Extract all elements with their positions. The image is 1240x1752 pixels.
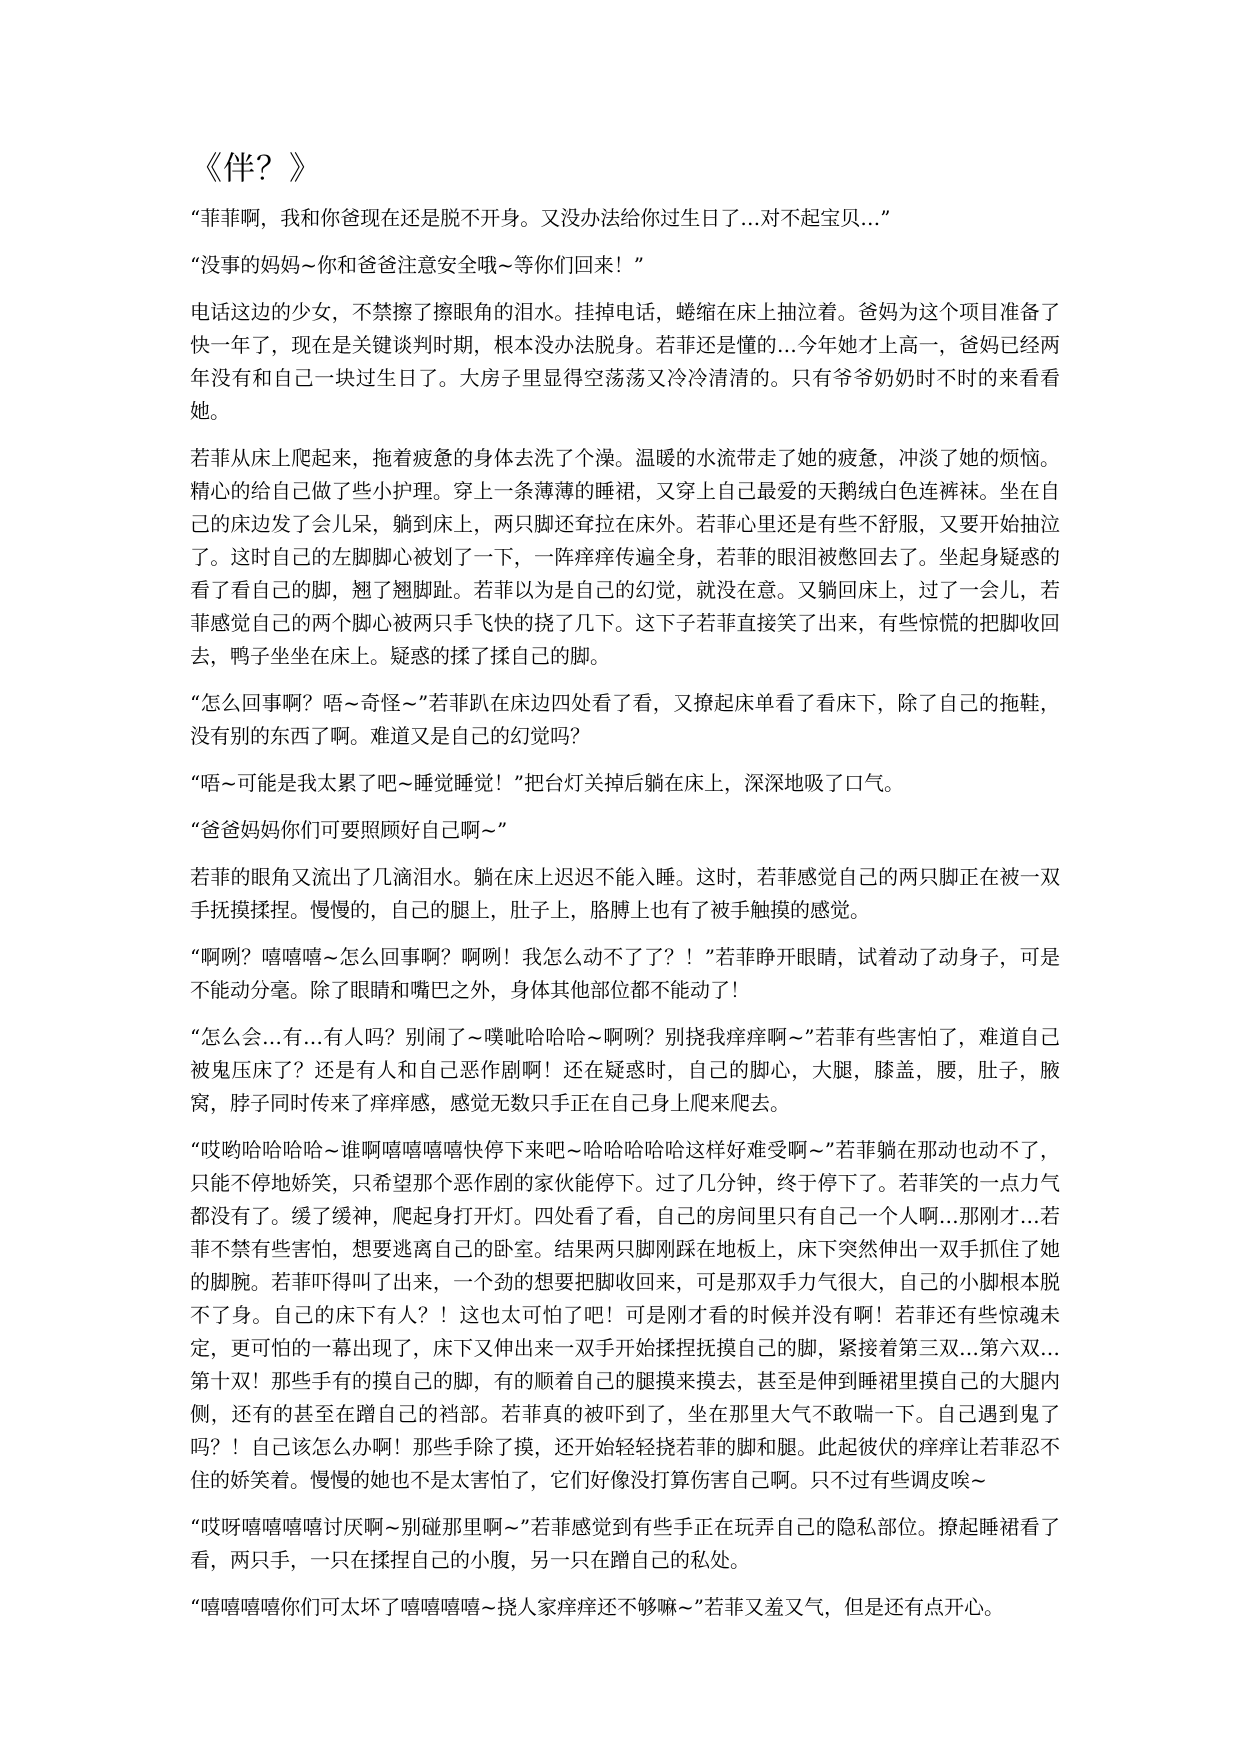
paragraph-1: “菲菲啊，我和你爸现在还是脱不开身。又没办法给你过生日了…对不起宝贝…” bbox=[190, 206, 891, 230]
paragraph-13: “嘻嘻嘻嘻你们可太坏了嘻嘻嘻嘻~挠人家痒痒还不够嘛~”若菲又羞又气，但是还有点开心。 bbox=[190, 1595, 1004, 1619]
paragraph-12: “哎呀嘻嘻嘻嘻讨厌啊~别碰那里啊~”若菲感觉到有些手正在玩弄自己的隐私部位。撩起睡裙看了看，两只手，一只在揉捏自己的小腹，另一只在蹭自己的私处。 bbox=[190, 1515, 1060, 1572]
paragraph-4: 若菲从床上爬起来，拖着疲惫的身体去洗了个澡。温暖的水流带走了她的疲惫，冲淡了她的烦恼。精心的给自己做了些小护理。穿上一条薄薄的睡裙，又穿上自己最爱的天鹅绒白色连裤袜。坐在自己的床边发了会儿呆，躺到床上，两只脚还耷拉在床外。若菲心里还是有些不舒服，又要开始抽泣了。这时自己的左脚脚心被划了一下，一阵痒痒传遍全身，若菲的眼泪被憋回去了。坐起身疑惑的看了看自己的脚，翘了翘脚趾。若菲以为是自己的幻觉，就没在意。又躺回床上，过了一会儿，若菲感觉自己的两个脚心被两只手飞快的挠了几下。这下子若菲直接笑了出来，有些惊慌的把脚收回去，鸭子坐坐在床上。疑惑的揉了揉自己的脚。 bbox=[190, 446, 1060, 668]
paragraph-6: “唔~可能是我太累了吧~睡觉睡觉！”把台灯关掉后躺在床上，深深地吸了口气。 bbox=[190, 771, 904, 795]
document-title: 《伴？》 bbox=[190, 149, 323, 187]
paragraph-3: 电话这边的少女，不禁擦了擦眼角的泪水。挂掉电话，蜷缩在床上抽泣着。爸妈为这个项目准备了快一年了，现在是关键谈判时期，根本没办法脱身。若菲还是懂的…今年她才上高一，爸妈已经两年没有和自己一块过生日了。大房子里显得空荡荡又冷冷清清的。只有爷爷奶奶时不时的来看看她。 bbox=[190, 300, 1060, 423]
paragraph-10: “怎么会…有…有人吗？别闹了~噗呲哈哈哈~啊咧？别挠我痒痒啊~”若菲有些害怕了，难道自己被鬼压床了？还是有人和自己恶作剧啊！还在疑惑时，自己的脚心，大腿，膝盖，腰，肚子，腋窝，脖子同时传来了痒痒感，感觉无数只手正在自己身上爬来爬去。 bbox=[190, 1025, 1060, 1115]
paragraph-8: 若菲的眼角又流出了几滴泪水。躺在床上迟迟不能入睡。这时，若菲感觉自己的两只脚正在被一双手抚摸揉捏。慢慢的，自己的腿上，肚子上，胳膊上也有了被手触摸的感觉。 bbox=[190, 865, 1060, 922]
paragraph-9: “啊咧？嘻嘻嘻~怎么回事啊？啊咧！我怎么动不了了？！”若菲睁开眼睛，试着动了动身子，可是不能动分毫。除了眼睛和嘴巴之外，身体其他部位都不能动了！ bbox=[190, 945, 1060, 1002]
paragraph-5: “怎么回事啊？唔~奇怪~”若菲趴在床边四处看了看，又撩起床单看了看床下，除了自己的拖鞋，没有别的东西了啊。难道又是自己的幻觉吗？ bbox=[190, 691, 1060, 748]
document-body bbox=[190, 148, 1060, 1638]
paragraph-7: “爸爸妈妈你们可要照顾好自己啊~” bbox=[190, 818, 508, 842]
paragraph-2: “没事的妈妈~你和爸爸注意安全哦~等你们回来！” bbox=[190, 253, 644, 277]
paragraph-11: “哎哟哈哈哈哈~谁啊嘻嘻嘻嘻快停下来吧~哈哈哈哈哈这样好难受啊~”若菲躺在那动也动不了，只能不停地娇笑，只希望那个恶作剧的家伙能停下。过了几分钟，终于停下了。若菲笑的一点力气都没有了。缓了缓神，爬起身打开灯。四处看了看，自己的房间里只有自己一个人啊…那刚才…若菲不禁有些害怕，想要逃离自己的卧室。结果两只脚刚踩在地板上，床下突然伸出一双手抓住了她的脚腕。若菲吓得叫了出来，一个劲的想要把脚收回来，可是那双手力气很大，自己的小脚根本脱不了身。自己的床下有人？！这也太可怕了吧！可是刚才看的时候并没有啊！若菲还有些惊魂未定，更可怕的一幕出现了，床下又伸出来一双手开始揉捏抚摸自己的脚，紧接着第三双…第六双…第十双！那些手有的摸自己的脚，有的顺着自己的腿摸来摸去，甚至是伸到睡裙里摸自己的大腿内侧，还有的甚至在蹭自己的裆部。若菲真的被吓到了，坐在那里大气不敢喘一下。自己遇到鬼了吗？！自己该怎么办啊！那些手除了摸，还开始轻轻挠若菲的脚和腿。此起彼伏的痒痒让若菲忍不住的娇笑着。慢慢的她也不是太害怕了，它们好像没打算伤害自己啊。只不过有些调皮唉~ bbox=[190, 1138, 1060, 1492]
